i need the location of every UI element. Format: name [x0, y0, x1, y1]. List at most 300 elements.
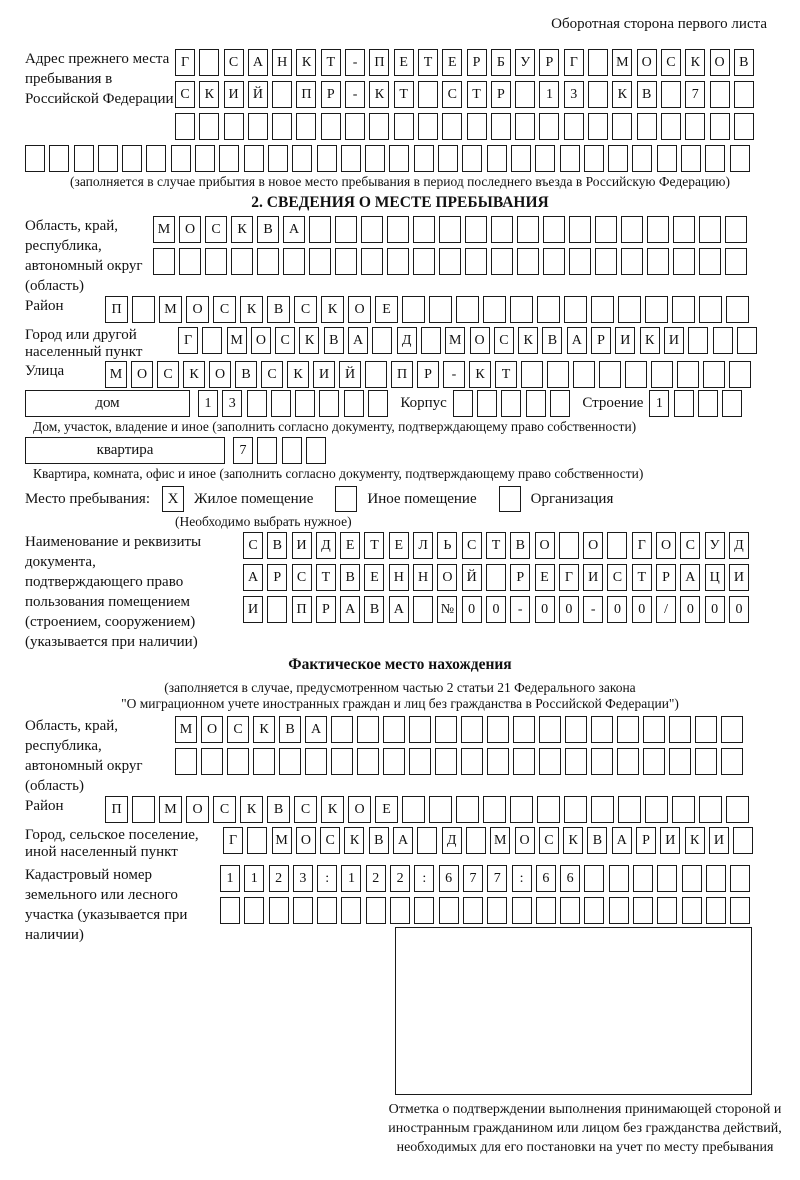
char-box[interactable]: С	[213, 796, 236, 823]
char-box[interactable]: 6	[560, 865, 580, 892]
char-box[interactable]: С	[175, 81, 195, 108]
char-box[interactable]	[569, 216, 591, 243]
char-box[interactable]	[244, 145, 264, 172]
char-box[interactable]: Р	[467, 49, 487, 76]
char-box[interactable]: Е	[364, 564, 384, 591]
char-box[interactable]	[345, 113, 365, 140]
char-box[interactable]	[560, 897, 580, 924]
char-box[interactable]: 3	[564, 81, 584, 108]
char-box[interactable]: 1	[341, 865, 361, 892]
char-box[interactable]: Н	[413, 564, 433, 591]
char-box[interactable]: №	[437, 596, 457, 623]
char-box[interactable]	[247, 827, 267, 854]
char-box[interactable]: Е	[340, 532, 360, 559]
char-box[interactable]	[547, 361, 569, 388]
char-box[interactable]: В	[340, 564, 360, 591]
char-box[interactable]: :	[414, 865, 434, 892]
char-box[interactable]: 0	[462, 596, 482, 623]
char-box[interactable]	[588, 81, 608, 108]
char-box[interactable]	[487, 897, 507, 924]
char-box[interactable]	[439, 248, 461, 275]
char-box[interactable]: М	[445, 327, 465, 354]
char-box[interactable]: И	[615, 327, 635, 354]
char-box[interactable]	[418, 81, 438, 108]
char-box[interactable]	[633, 897, 653, 924]
char-box[interactable]: О	[583, 532, 603, 559]
char-box[interactable]	[537, 796, 560, 823]
char-box[interactable]: Е	[375, 796, 398, 823]
char-box[interactable]: О	[201, 716, 223, 743]
char-box[interactable]: Б	[491, 49, 511, 76]
char-box[interactable]: О	[186, 796, 209, 823]
char-box[interactable]	[651, 361, 673, 388]
char-box[interactable]: 3	[293, 865, 313, 892]
char-box[interactable]	[713, 327, 733, 354]
char-box[interactable]: О	[296, 827, 316, 854]
char-box[interactable]	[477, 390, 497, 417]
char-box[interactable]	[657, 865, 677, 892]
char-box[interactable]: С	[261, 361, 283, 388]
char-box[interactable]	[685, 113, 705, 140]
char-box[interactable]	[224, 113, 244, 140]
char-box[interactable]: И	[660, 827, 680, 854]
char-box[interactable]	[609, 865, 629, 892]
char-box[interactable]: Е	[375, 296, 398, 323]
char-box[interactable]	[621, 248, 643, 275]
char-box[interactable]: К	[299, 327, 319, 354]
char-box[interactable]	[282, 437, 302, 464]
char-box[interactable]: Е	[535, 564, 555, 591]
char-box[interactable]	[331, 748, 353, 775]
char-box[interactable]	[565, 716, 587, 743]
char-box[interactable]	[517, 216, 539, 243]
char-box[interactable]	[389, 145, 409, 172]
char-box[interactable]: О	[348, 296, 371, 323]
char-box[interactable]: К	[199, 81, 219, 108]
char-box[interactable]: Р	[491, 81, 511, 108]
char-box[interactable]: П	[292, 596, 312, 623]
char-box[interactable]: С	[294, 296, 317, 323]
char-box[interactable]	[219, 145, 239, 172]
char-box[interactable]	[153, 248, 175, 275]
char-box[interactable]: К	[685, 49, 705, 76]
char-box[interactable]	[341, 145, 361, 172]
char-box[interactable]	[695, 716, 717, 743]
char-box[interactable]: Г	[223, 827, 243, 854]
char-box[interactable]	[657, 145, 677, 172]
char-box[interactable]	[726, 796, 749, 823]
char-box[interactable]: К	[685, 827, 705, 854]
char-box[interactable]	[231, 248, 253, 275]
char-box[interactable]: Н	[272, 49, 292, 76]
char-box[interactable]: Р	[267, 564, 287, 591]
char-box[interactable]: Е	[389, 532, 409, 559]
char-box[interactable]: А	[283, 216, 305, 243]
char-box[interactable]: М	[159, 296, 182, 323]
char-box[interactable]	[621, 216, 643, 243]
char-box[interactable]	[402, 296, 425, 323]
char-box[interactable]	[609, 897, 629, 924]
char-box[interactable]: 1	[244, 865, 264, 892]
char-box[interactable]	[734, 81, 754, 108]
char-box[interactable]	[257, 248, 279, 275]
char-box[interactable]	[442, 113, 462, 140]
char-box[interactable]	[617, 748, 639, 775]
char-box[interactable]: В	[279, 716, 301, 743]
char-box[interactable]	[617, 716, 639, 743]
char-box[interactable]	[487, 748, 509, 775]
char-box[interactable]: Е	[442, 49, 462, 76]
char-box[interactable]: К	[612, 81, 632, 108]
char-box[interactable]	[435, 748, 457, 775]
char-box[interactable]: М	[175, 716, 197, 743]
char-box[interactable]: Т	[364, 532, 384, 559]
char-box[interactable]	[369, 113, 389, 140]
house-type-box[interactable]: дом	[25, 390, 190, 417]
char-box[interactable]	[543, 216, 565, 243]
char-box[interactable]	[132, 796, 155, 823]
char-box[interactable]	[501, 390, 521, 417]
char-box[interactable]	[414, 145, 434, 172]
char-box[interactable]	[357, 748, 379, 775]
char-box[interactable]: 0	[607, 596, 627, 623]
char-box[interactable]: 2	[390, 865, 410, 892]
char-box[interactable]: О	[470, 327, 490, 354]
char-box[interactable]	[413, 596, 433, 623]
char-box[interactable]	[595, 216, 617, 243]
char-box[interactable]	[305, 748, 327, 775]
char-box[interactable]: -	[345, 81, 365, 108]
char-box[interactable]	[661, 81, 681, 108]
char-box[interactable]	[513, 748, 535, 775]
char-box[interactable]: О	[637, 49, 657, 76]
char-box[interactable]: Р	[636, 827, 656, 854]
char-box[interactable]: М	[159, 796, 182, 823]
char-box[interactable]: А	[567, 327, 587, 354]
char-box[interactable]: А	[305, 716, 327, 743]
char-box[interactable]: /	[656, 596, 676, 623]
char-box[interactable]	[453, 390, 473, 417]
char-box[interactable]	[591, 748, 613, 775]
char-box[interactable]	[317, 145, 337, 172]
char-box[interactable]	[390, 897, 410, 924]
char-box[interactable]	[703, 361, 725, 388]
char-box[interactable]	[466, 827, 486, 854]
char-box[interactable]: У	[515, 49, 535, 76]
char-box[interactable]: К	[518, 327, 538, 354]
char-box[interactable]	[413, 216, 435, 243]
char-box[interactable]	[357, 716, 379, 743]
char-box[interactable]: К	[231, 216, 253, 243]
char-box[interactable]	[521, 361, 543, 388]
char-box[interactable]: О	[535, 532, 555, 559]
char-box[interactable]: Г	[559, 564, 579, 591]
char-box[interactable]	[383, 748, 405, 775]
char-box[interactable]	[657, 897, 677, 924]
char-box[interactable]	[560, 145, 580, 172]
char-box[interactable]: 2	[366, 865, 386, 892]
char-box[interactable]: К	[344, 827, 364, 854]
char-box[interactable]	[179, 248, 201, 275]
char-box[interactable]	[564, 796, 587, 823]
char-box[interactable]: О	[348, 796, 371, 823]
char-box[interactable]: 7	[233, 437, 253, 464]
char-box[interactable]	[573, 361, 595, 388]
char-box[interactable]	[335, 248, 357, 275]
char-box[interactable]: М	[490, 827, 510, 854]
char-box[interactable]	[608, 145, 628, 172]
char-box[interactable]	[319, 390, 339, 417]
char-box[interactable]	[607, 532, 627, 559]
char-box[interactable]	[491, 248, 513, 275]
char-box[interactable]	[672, 296, 695, 323]
char-box[interactable]: Р	[417, 361, 439, 388]
char-box[interactable]: К	[183, 361, 205, 388]
char-box[interactable]	[588, 49, 608, 76]
char-box[interactable]	[365, 361, 387, 388]
char-box[interactable]	[98, 145, 118, 172]
char-box[interactable]: Р	[591, 327, 611, 354]
char-box[interactable]: И	[583, 564, 603, 591]
char-box[interactable]: С	[213, 296, 236, 323]
char-box[interactable]: И	[313, 361, 335, 388]
checkbox-organization[interactable]	[499, 486, 521, 512]
char-box[interactable]: А	[340, 596, 360, 623]
char-box[interactable]	[414, 897, 434, 924]
char-box[interactable]	[74, 145, 94, 172]
char-box[interactable]	[461, 748, 483, 775]
char-box[interactable]	[677, 361, 699, 388]
char-box[interactable]: С	[243, 532, 263, 559]
char-box[interactable]	[682, 865, 702, 892]
char-box[interactable]	[171, 145, 191, 172]
char-box[interactable]: -	[443, 361, 465, 388]
char-box[interactable]	[366, 897, 386, 924]
char-box[interactable]	[195, 145, 215, 172]
char-box[interactable]	[483, 296, 506, 323]
char-box[interactable]: С	[494, 327, 514, 354]
char-box[interactable]	[515, 113, 535, 140]
char-box[interactable]: А	[389, 596, 409, 623]
char-box[interactable]: П	[369, 49, 389, 76]
char-box[interactable]: А	[680, 564, 700, 591]
char-box[interactable]: -	[583, 596, 603, 623]
char-box[interactable]: 1	[198, 390, 218, 417]
char-box[interactable]	[486, 564, 506, 591]
char-box[interactable]	[456, 296, 479, 323]
char-box[interactable]: В	[257, 216, 279, 243]
char-box[interactable]	[673, 216, 695, 243]
char-box[interactable]: 2	[269, 865, 289, 892]
char-box[interactable]	[682, 897, 702, 924]
char-box[interactable]: В	[542, 327, 562, 354]
char-box[interactable]	[295, 390, 315, 417]
char-box[interactable]: С	[607, 564, 627, 591]
char-box[interactable]	[591, 796, 614, 823]
char-box[interactable]: Г	[175, 49, 195, 76]
char-box[interactable]	[526, 390, 546, 417]
char-box[interactable]: Д	[442, 827, 462, 854]
char-box[interactable]: В	[235, 361, 257, 388]
char-box[interactable]: С	[661, 49, 681, 76]
char-box[interactable]	[268, 145, 288, 172]
char-box[interactable]	[730, 865, 750, 892]
char-box[interactable]	[564, 113, 584, 140]
char-box[interactable]	[202, 327, 222, 354]
char-box[interactable]: В	[364, 596, 384, 623]
char-box[interactable]	[409, 748, 431, 775]
char-box[interactable]: -	[345, 49, 365, 76]
char-box[interactable]	[618, 296, 641, 323]
char-box[interactable]	[487, 145, 507, 172]
char-box[interactable]	[591, 296, 614, 323]
char-box[interactable]	[317, 897, 337, 924]
char-box[interactable]: Д	[397, 327, 417, 354]
char-box[interactable]: 3	[222, 390, 242, 417]
char-box[interactable]	[267, 596, 287, 623]
char-box[interactable]	[565, 748, 587, 775]
char-box[interactable]: Р	[656, 564, 676, 591]
char-box[interactable]: Д	[316, 532, 336, 559]
char-box[interactable]: Г	[632, 532, 652, 559]
char-box[interactable]	[699, 216, 721, 243]
char-box[interactable]	[688, 327, 708, 354]
char-box[interactable]: Н	[389, 564, 409, 591]
char-box[interactable]: И	[664, 327, 684, 354]
char-box[interactable]	[673, 248, 695, 275]
char-box[interactable]: 7	[463, 865, 483, 892]
char-box[interactable]	[537, 296, 560, 323]
char-box[interactable]	[584, 865, 604, 892]
char-box[interactable]	[25, 145, 45, 172]
char-box[interactable]: Т	[316, 564, 336, 591]
char-box[interactable]: С	[292, 564, 312, 591]
char-box[interactable]	[737, 327, 757, 354]
char-box[interactable]: Е	[394, 49, 414, 76]
char-box[interactable]	[368, 390, 388, 417]
char-box[interactable]: 0	[486, 596, 506, 623]
char-box[interactable]	[539, 113, 559, 140]
char-box[interactable]	[730, 897, 750, 924]
char-box[interactable]	[721, 748, 743, 775]
checkbox-other-premises[interactable]	[335, 486, 357, 512]
char-box[interactable]	[632, 145, 652, 172]
char-box[interactable]: О	[251, 327, 271, 354]
char-box[interactable]: С	[320, 827, 340, 854]
checkbox-residential-premises[interactable]: X	[162, 486, 184, 512]
char-box[interactable]	[730, 145, 750, 172]
char-box[interactable]: 7	[685, 81, 705, 108]
char-box[interactable]: А	[348, 327, 368, 354]
char-box[interactable]: К	[253, 716, 275, 743]
char-box[interactable]	[321, 113, 341, 140]
char-box[interactable]	[463, 897, 483, 924]
char-box[interactable]	[199, 49, 219, 76]
char-box[interactable]: А	[612, 827, 632, 854]
char-box[interactable]	[201, 748, 223, 775]
char-box[interactable]	[456, 796, 479, 823]
char-box[interactable]	[536, 897, 556, 924]
char-box[interactable]	[272, 113, 292, 140]
char-box[interactable]	[296, 113, 316, 140]
char-box[interactable]: А	[243, 564, 263, 591]
char-box[interactable]	[535, 145, 555, 172]
char-box[interactable]	[734, 113, 754, 140]
char-box[interactable]: 6	[439, 865, 459, 892]
char-box[interactable]	[487, 716, 509, 743]
char-box[interactable]	[335, 216, 357, 243]
char-box[interactable]	[269, 897, 289, 924]
char-box[interactable]: П	[105, 796, 128, 823]
char-box[interactable]	[413, 248, 435, 275]
char-box[interactable]	[293, 897, 313, 924]
char-box[interactable]: 1	[539, 81, 559, 108]
char-box[interactable]	[569, 248, 591, 275]
char-box[interactable]: Й	[248, 81, 268, 108]
char-box[interactable]	[341, 897, 361, 924]
char-box[interactable]	[539, 716, 561, 743]
char-box[interactable]: С	[539, 827, 559, 854]
char-box[interactable]	[647, 248, 669, 275]
char-box[interactable]: К	[563, 827, 583, 854]
char-box[interactable]	[699, 248, 721, 275]
char-box[interactable]: К	[321, 796, 344, 823]
char-box[interactable]: :	[512, 865, 532, 892]
char-box[interactable]: К	[240, 796, 263, 823]
char-box[interactable]: Р	[510, 564, 530, 591]
char-box[interactable]	[733, 827, 753, 854]
char-box[interactable]	[435, 716, 457, 743]
char-box[interactable]	[220, 897, 240, 924]
char-box[interactable]: С	[294, 796, 317, 823]
char-box[interactable]	[710, 81, 730, 108]
char-box[interactable]: Ц	[705, 564, 725, 591]
char-box[interactable]	[175, 748, 197, 775]
char-box[interactable]: 1	[649, 390, 669, 417]
char-box[interactable]	[595, 248, 617, 275]
char-box[interactable]: В	[587, 827, 607, 854]
char-box[interactable]: К	[640, 327, 660, 354]
char-box[interactable]: Г	[564, 49, 584, 76]
char-box[interactable]: 0	[680, 596, 700, 623]
char-box[interactable]	[465, 248, 487, 275]
char-box[interactable]: М	[272, 827, 292, 854]
char-box[interactable]	[199, 113, 219, 140]
char-box[interactable]: О	[131, 361, 153, 388]
char-box[interactable]	[248, 113, 268, 140]
char-box[interactable]: С	[275, 327, 295, 354]
char-box[interactable]	[279, 748, 301, 775]
char-box[interactable]	[510, 296, 533, 323]
char-box[interactable]	[669, 716, 691, 743]
char-box[interactable]	[344, 390, 364, 417]
char-box[interactable]	[729, 361, 751, 388]
char-box[interactable]	[511, 145, 531, 172]
char-box[interactable]	[543, 248, 565, 275]
char-box[interactable]: П	[296, 81, 316, 108]
char-box[interactable]: В	[267, 296, 290, 323]
char-box[interactable]: Р	[321, 81, 341, 108]
char-box[interactable]	[146, 145, 166, 172]
char-box[interactable]	[637, 113, 657, 140]
char-box[interactable]	[698, 390, 718, 417]
apartment-type-box[interactable]: квартира	[25, 437, 225, 464]
char-box[interactable]: Ь	[437, 532, 457, 559]
char-box[interactable]: К	[369, 81, 389, 108]
char-box[interactable]	[725, 216, 747, 243]
char-box[interactable]: С	[462, 532, 482, 559]
char-box[interactable]: 0	[632, 596, 652, 623]
